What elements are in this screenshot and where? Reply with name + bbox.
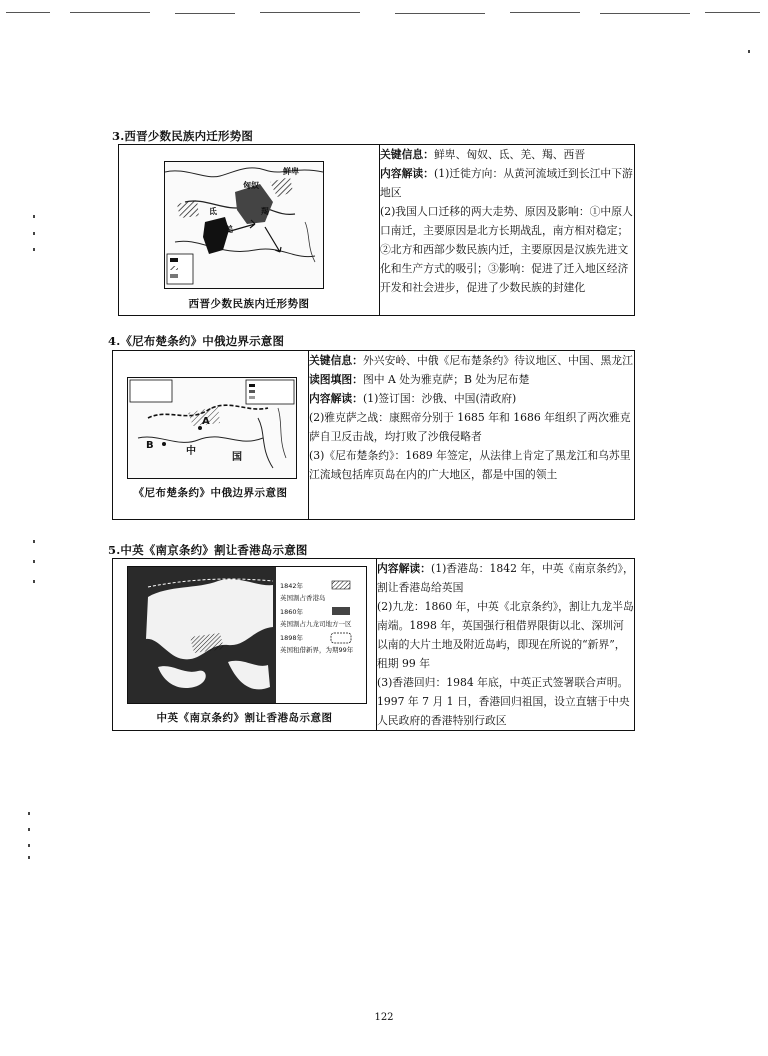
text-line: 读图填图：图中 A 处为雅克萨；B 处为尼布楚	[309, 373, 530, 386]
map-label: B	[146, 440, 154, 451]
scan-speck	[28, 844, 30, 847]
text-line: 内容解读：(1)迁徙方向：从黄河流域迁到长江中下游地区	[380, 167, 633, 199]
map-caption-3: 西晋少数民族内迁形势图	[188, 298, 310, 310]
map-label: A	[202, 416, 210, 427]
scan-speck	[33, 580, 35, 583]
map-label: 羌	[225, 225, 233, 234]
scan-dash	[600, 13, 690, 14]
scan-dash	[70, 12, 150, 13]
text-cell-3	[380, 145, 635, 316]
map-caption-5: 中英《南京条约》割让香港岛示意图	[156, 712, 333, 724]
map-label: 氐	[209, 207, 217, 216]
section-title-3: 3.西晋少数民族内迁形势图	[112, 129, 254, 143]
map-caption-4: 《尼布楚条约》中俄边界示意图	[133, 487, 288, 499]
scan-dash	[6, 12, 50, 13]
page-number: 122	[374, 1012, 394, 1023]
scan-dash	[260, 12, 360, 13]
map-label: 国	[232, 452, 242, 463]
text-line: 内容解读：(1)签订国：沙俄、中国(清政府)	[309, 392, 517, 405]
legend-text: 英国割占香港岛	[280, 594, 326, 602]
map-label: 羯	[261, 207, 269, 216]
top-scan-border	[0, 10, 768, 16]
text-line: (2)雅克萨之战：康熙帝分别于 1685 年和 1686 年组织了两次雅克萨自卫反击战，均打败了沙俄侵略者	[309, 411, 631, 443]
scan-dash	[395, 13, 485, 14]
map-label: 鲜卑	[283, 167, 299, 176]
text-line: 关键信息：外兴安岭、中俄《尼布楚条约》待议地区、中国、黑龙江	[309, 354, 633, 367]
scan-speck	[28, 812, 30, 815]
section-title-5: 5.中英《南京条约》割让香港岛示意图	[108, 543, 308, 557]
scan-speck	[28, 856, 30, 859]
scan-dash	[705, 12, 760, 13]
text-line: (3)《尼布楚条约》：1689 年签定，从法律上肯定了黑龙江和乌苏里江流域包括库页岛在内的广大地区，都是中国的领土	[309, 449, 631, 481]
section-table-5	[112, 558, 635, 731]
map-cell-4	[113, 351, 309, 520]
text-cell-4	[309, 351, 635, 520]
map-cell-3	[119, 145, 380, 316]
nerchinsk-treaty-map	[127, 377, 297, 479]
scan-speck	[33, 232, 35, 235]
map-label: 匈奴	[243, 181, 259, 190]
text-line: 内容解读：(1)香港岛：1842 年，中英《南京条约》，割让香港岛给英国	[377, 562, 634, 594]
section-table-3	[118, 144, 635, 316]
section-title-4: 4.《尼布楚条约》中俄边界示意图	[108, 334, 285, 348]
legend-year: 1898年	[280, 634, 304, 642]
text-cell-5	[377, 559, 635, 731]
map-cell-5	[113, 559, 377, 731]
hong-kong-cession-map	[127, 566, 367, 704]
text-line: (2)九龙：1860 年，中英《北京条约》，割让九龙半岛南端。1898 年，英国强行租借界限街以北、深圳河以南的大片土地及附近岛屿，即现在所说的“新界”，租期 99 年	[377, 600, 634, 670]
scan-speck	[28, 828, 30, 831]
section-table-4	[112, 350, 635, 520]
legend-year: 1860年	[280, 608, 304, 616]
text-line: (3)香港回归：1984 年底，中英正式签署联合声明。1997 年 7 月 1 日，香港回归祖国，设立直辖于中央人民政府的香港特别行政区	[377, 676, 630, 727]
legend-text: 英国租借新界，为期99年	[280, 646, 354, 654]
western-jin-migration-map	[164, 161, 324, 289]
scan-dash	[175, 13, 235, 14]
scan-dash	[510, 12, 580, 13]
text-line: 关键信息：鲜卑、匈奴、氐、羌、羯、西晋	[380, 148, 586, 161]
scan-speck	[33, 215, 35, 218]
map-label: 中	[186, 446, 196, 457]
legend-text: 英国割占九龙司地方一区	[280, 620, 352, 628]
scan-speck	[33, 560, 35, 563]
scan-speck	[33, 540, 35, 543]
scan-speck	[33, 248, 35, 251]
text-line: (2)我国人口迁移的两大走势、原因及影响：①中原人口南迁，主要原因是北方长期战乱，南方相对稳定；②北方和西部少数民族内迁，主要原因是汉族先进文化和生产方式的吸引；③影响：促进了迁入地区经济开发和社会进步，促进了少数民族的封建化	[380, 205, 633, 294]
scan-speck	[748, 50, 750, 53]
legend-year: 1842年	[280, 582, 304, 590]
